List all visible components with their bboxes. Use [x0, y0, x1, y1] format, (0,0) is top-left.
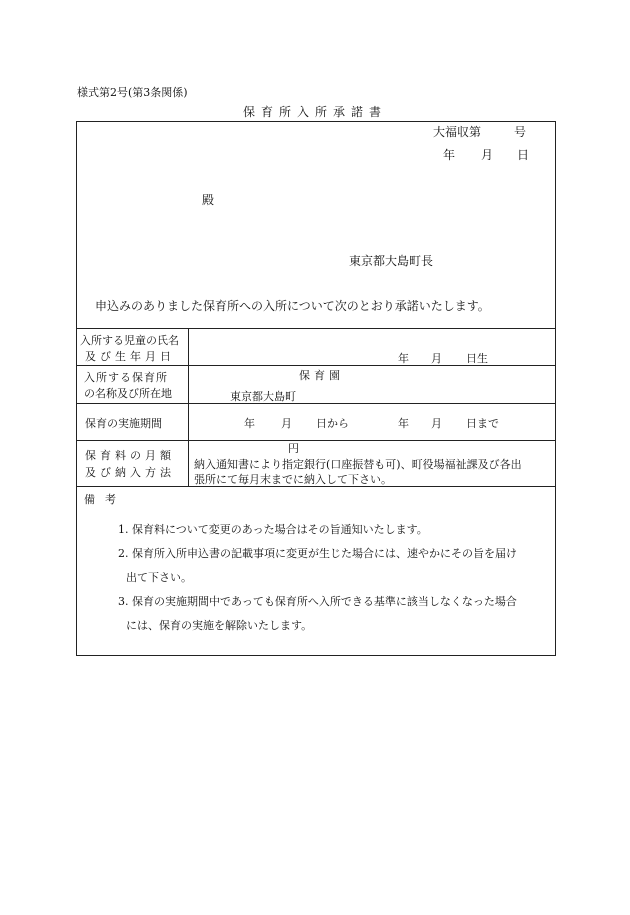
document-title: 保育所入所承諾書 [242, 105, 387, 119]
row-divider [77, 328, 555, 329]
date-year: 年 [443, 148, 456, 162]
date-month: 月 [481, 148, 494, 162]
birth-month: 月 [431, 352, 442, 365]
row-divider [77, 403, 555, 404]
row-divider [77, 440, 555, 441]
form-number: 様式第2号(第3条関係) [77, 86, 188, 99]
period-to-month: 月 [431, 417, 442, 430]
approval-statement: 申込みのありました保育所への入所について次のとおり承諾いたします。 [95, 299, 490, 313]
child-label-line2: 及び生年月日 [85, 350, 175, 363]
period-from-year: 年 [244, 417, 255, 430]
facility-label-line1: 入所する保育所 [84, 371, 168, 384]
doc-number-label: 大福収第 [433, 125, 482, 139]
fee-label-line2: 及び納入方法 [85, 466, 175, 479]
fee-method-line1: 納入通知書により指定銀行(口座振替も可)、町役場福祉課及び各出 [194, 458, 522, 471]
fee-label-line1: 保育料の月額 [85, 449, 175, 462]
issuer-name: 東京都大島町長 [349, 254, 434, 268]
facility-label-line2: の名称及び所在地 [84, 387, 172, 400]
period-from-month: 月 [281, 417, 292, 430]
remarks-heading: 備考 [84, 493, 126, 506]
period-label: 保育の実施期間 [85, 417, 162, 430]
doc-number-suffix: 号 [514, 125, 527, 139]
remarks-item-3-line2: には、保育の実施を解除いたします。 [126, 619, 313, 632]
form-frame [76, 121, 556, 656]
column-divider [188, 328, 189, 486]
facility-address: 東京都大島町 [230, 390, 296, 403]
period-from-day: 日から [316, 417, 349, 430]
date-day: 日 [517, 148, 530, 162]
remarks-item-3-line1: 3. 保育の実施期間中であっても保育所へ入所できる基準に該当しなくなった場合 [118, 595, 517, 608]
period-to-day: 日まで [466, 417, 499, 430]
birth-year: 年 [398, 352, 409, 365]
period-to-year: 年 [398, 417, 409, 430]
fee-method-line2: 張所にて毎月末までに納入して下さい。 [194, 473, 392, 486]
remarks-item-2-line1: 2. 保育所入所申込書の記載事項に変更が生じた場合には、速やかにその旨を届け [118, 547, 517, 560]
remarks-item-2-line2: 出て下さい。 [126, 571, 192, 584]
birth-day: 日生 [466, 352, 488, 365]
fee-yen: 円 [288, 442, 299, 455]
facility-name-suffix: 保育園 [299, 369, 344, 382]
addressee-suffix: 殿 [202, 193, 215, 207]
remarks-item-1: 1. 保育料について変更のあった場合はその旨通知いたします。 [118, 523, 428, 536]
child-label-line1: 入所する児童の氏名 [80, 334, 179, 347]
